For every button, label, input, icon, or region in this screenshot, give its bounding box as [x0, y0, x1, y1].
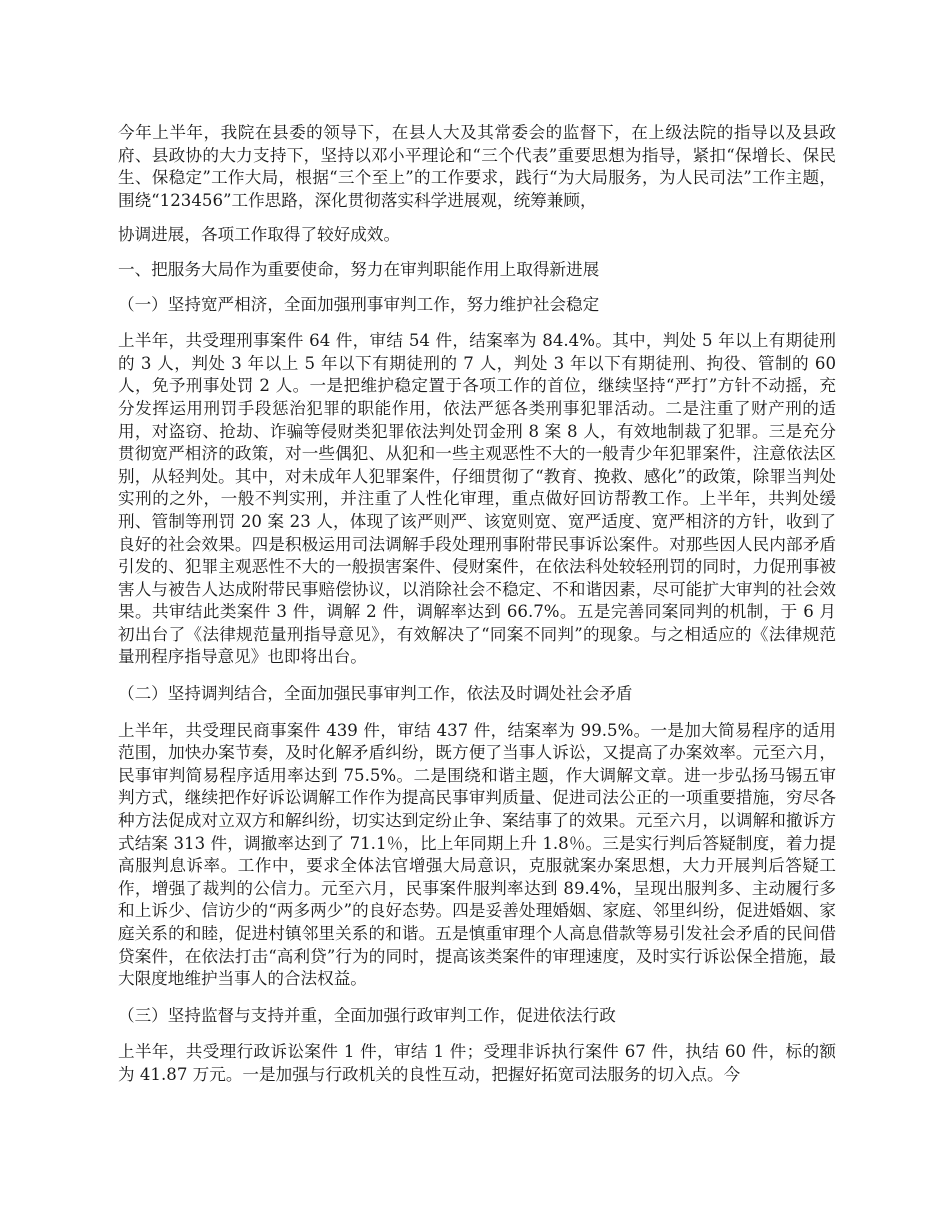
document-page — [118, 122, 836, 1087]
criminal-trial-paragraph: 上半年，共受理刑事案件 64 件，审结 54 件，结案率为 84.4%。其中，判处 5 年以上有期徒刑的 3 人，判处 3 年以上 5 年以下有期徒刑的 7 人，判处 3 年以下有期徒刑、拘役、管制的 60 人，免予刑事处罚 2 人。一是把维护稳定置于各项工作的首位，继续坚持“严打”方针不动摇，充分发挥运用刑罚手段惩治犯罪的职能作用，依法严惩各类刑事犯罪活动。二是注重了财产刑的适用，对盗窃、抢劫、诈骗等侵财类犯罪依法判处罚金刑 8 案 8 人，有效地制裁了犯罪。三是充分贯彻宽严相济的政策，对一些偶犯、从犯和一些主观恶性不大的一般青少年犯罪案件，注意依法区别，从轻判处。其中，对未成年人犯罪案件，仔细贯彻了“教育、挽救、感化”的政策，除罪当判处实刑的之外，一般不判实刑，并注重了人性化审理，重点做好回访帮教工作。上半年，共判处缓刑、管制等刑罚 20 案 23 人，体现了该严则严、该宽则宽、宽严适度、宽严相济的方针，收到了良好的社会效果。四是积极运用司法调解手段处理刑事附带民事诉讼案件。对那些因人民内部矛盾引发的、犯罪主观恶性不大的一般损害案件、侵财案件，在依法科处较轻刑罚的同时，力促刑事被害人与被告人达成附带民事赔偿协议，以消除社会不稳定、不和谐因素，尽可能扩大审判的社会效果。共审结此类案件 3 件，调解 2 件，调解率达到 66.7%。五是完善同案同判的机制，于 6 月初出台了《法律规范量刑指导意见》，有效解决了“同案不同判”的现象。与之相适应的《法律规范量刑程序指导意见》也即将出台。 — [118, 331, 836, 667]
administrative-trial-paragraph: 上半年，共受理行政诉讼案件 1 件，审结 1 件；受理非诉执行案件 67 件，执结 60 件，标的额为 41.87 万元。一是加强与行政机关的良性互动，把握好拓宽司法服务的切入点。今 — [118, 1042, 836, 1084]
intro-paragraph: 今年上半年，我院在县委的领导下，在县人大及其常委会的监督下，在上级法院的指导以及县政府、县政协的大力支持下，坚持以邓小平理论和“三个代表”重要思想为指导，紧扣“保增长、保民生、保稳定”工作大局，根据“三个至上”的工作要求，践行“为大局服务，为人民司法”工作主题，围绕“123456”工作思路，深化贯彻落实科学进展观，统筹兼顾， — [118, 123, 836, 210]
civil-trial-paragraph: 上半年，共受理民商事案件 439 件，审结 437 件，结案率为 99.5%。一是加大简易程序的适用范围，加快办案节奏，及时化解矛盾纠纷，既方便了当事人诉讼，又提高了办案效率。元至六月，民事审判简易程序适用率达到 75.5%。二是围绕和谐主题，作大调解文章。进一步弘扬马锡五审判方式，继续把作好诉讼调解工作作为提高民事审判质量、促进司法公正的一项重要措施，穷尽各种方法促成对立双方和解纠纷，切实达到定纷止争、案结事了的效果。元至六月，以调解和撤诉方式结案 313 件，调撤率达到了 71.1％，比上年同期上升 1.8％。三是实行判后答疑制度，着力提高服判息诉率。工作中，要求全体法官增强大局意识，克服就案办案思想，大力开展判后答疑工作，增强了裁判的公信力。元至六月，民事案件服判率达到 89.4%，呈现出服判多、主动履行多和上诉少、信访少的“两多两少”的良好态势。四是妥善处理婚姻、家庭、邻里纠纷，促进婚姻、家庭关系的和睦，促进村镇邻里关系的和谐。五是慎重审理个人高息借款等易引发社会矛盾的民间借贷案件，在依法打击“高利贷”行为的同时，提高该类案件的审理速度，及时实行诉讼保全措施，最大限度地维护当事人的合法权益。 — [118, 720, 836, 989]
subsection-heading-administrative: （三）坚持监督与支持并重，全面加强行政审判工作，促进依法行政 — [118, 1005, 616, 1025]
subsection-heading-civil: （二）坚持调判结合，全面加强民事审判工作，依法及时调处社会矛盾 — [118, 684, 633, 704]
subsection-heading-criminal: （一）坚持宽严相济，全面加强刑事审判工作，努力维护社会稳定 — [118, 294, 600, 314]
section-heading: 一、把服务大局作为重要使命，努力在审判职能作用上取得新进展 — [118, 259, 600, 279]
intro-paragraph-continued: 协调进展，各项工作取得了较好成效。 — [118, 225, 401, 245]
